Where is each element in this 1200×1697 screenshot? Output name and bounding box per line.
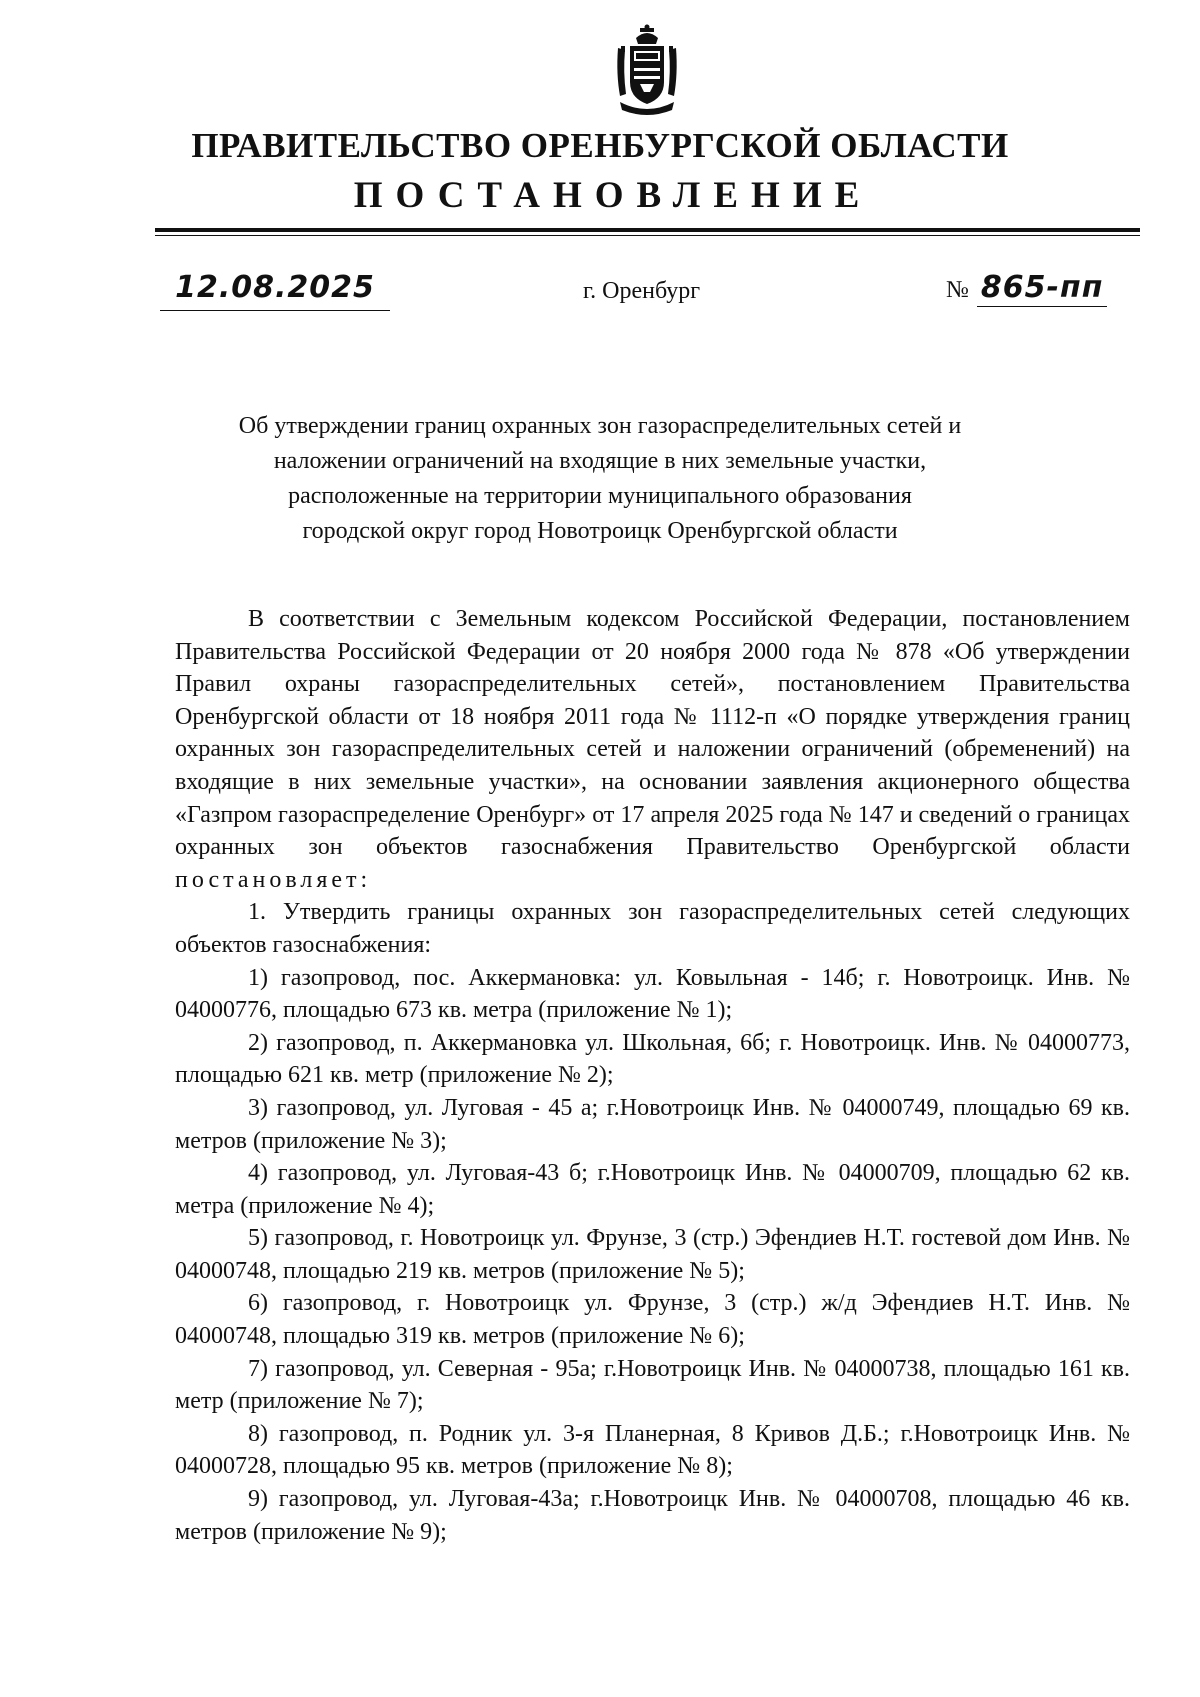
- document-type-title: ПОСТАНОВЛЕНИЕ: [353, 175, 873, 216]
- list-item: 1) газопровод, пос. Аккермановка: ул. Ковыльная - 14б; г. Новотроицк. Инв. № 04000776, площадью 673 кв. метра (приложение № 1);: [175, 964, 1130, 1024]
- list-item: 8) газопровод, п. Родник ул. 3-я Планерная, 8 Кривов Д.Б.; г.Новотроицк Инв. № 04000728, площадью 95 кв. метров (приложение № 8);: [175, 1420, 1130, 1480]
- document-number: [946, 270, 1107, 308]
- list-item: 4) газопровод, ул. Луговая-43 б; г.Новотроицк Инв. № 04000709, площадью 62 кв. метра (приложение № 4);: [175, 1160, 1130, 1219]
- document-subject: [150, 409, 1050, 549]
- subject-line: городской округ город Новотроицк Оренбургской области: [302, 518, 898, 544]
- document-city: г. Оренбург: [583, 278, 701, 304]
- list-item: 6) газопровод, г. Новотроицк ул. Фрунзе, 3 (стр.) ж/д Эфендиев Н.Т. Инв. № 04000748, площадью 319 кв. метров (приложение № 6);: [175, 1290, 1130, 1350]
- header-divider: [155, 228, 1140, 232]
- list-item: 9) газопровод, ул. Луговая-43а; г.Новотроицк Инв. № 04000708, площадью 46 кв. метров (приложение № 9);: [175, 1486, 1130, 1545]
- list-item: 5) газопровод, г. Новотроицк ул. Фрунзе, 3 (стр.) Эфендиев Н.Т. гостевой дом Инв. № 04000748, площадью 219 кв. метров (приложение № 5);: [175, 1225, 1130, 1284]
- number-value: 865-пп: [977, 270, 1108, 307]
- list-item: 7) газопровод, ул. Северная - 95а; г.Новотроицк Инв. № 04000738, площадью 161 кв. метр (приложение № 7);: [175, 1355, 1130, 1415]
- number-label: №: [946, 277, 969, 303]
- document-body: [175, 603, 1130, 1548]
- list-item: 2) газопровод, п. Аккермановка ул. Школьная, 6б; г. Новотроицк. Инв. № 04000773, площадью 621 кв. метр (приложение № 2);: [175, 1029, 1130, 1089]
- document-date: 12.08.2025: [160, 270, 390, 311]
- clause-1: 1. Утвердить границы охранных зон газораспределительных сетей следующих объектов газоснабжения:: [175, 899, 1130, 958]
- subject-line: расположенные на территории муниципального образования: [288, 483, 912, 509]
- preamble-paragraph: [175, 603, 1130, 896]
- organization-title: ПРАВИТЕЛЬСТВО ОРЕНБУРГСКОЙ ОБЛАСТИ: [191, 126, 1009, 165]
- decree-word: постановляет:: [175, 866, 372, 893]
- preamble-text: В соответствии с Земельным кодексом Российской Федерации, постановлением Правительства Российской Федерации от 20 ноября 2000 года № 878 «Об утверждении Правил охраны газораспределительных сетей», постановлением Правительства Оренбургской области от 18 ноября 2011 года № 1112-п «О порядке утверждения границ охранных зон газораспределительных сетей и наложении ограничений (обременений) на входящие в них земельные участки», на основании заявления акционерного общества «Газпром газораспределение Оренбург» от 17 апреля 2025 года № 147 и сведений о границах охранных зон объектов газоснабжения Правительство Оренбургской области: [175, 606, 1130, 861]
- header-divider-thin: [155, 235, 1140, 236]
- subject-line: Об утверждении границ охранных зон газораспределительных сетей и: [238, 413, 962, 439]
- list-item: 3) газопровод, ул. Луговая - 45 а; г.Новотроицк Инв. № 04000749, площадью 69 кв. метров (приложение № 3);: [175, 1094, 1130, 1154]
- subject-line: наложении ограничений на входящие в них земельные участки,: [273, 448, 927, 474]
- coat-of-arms-icon: [612, 24, 682, 120]
